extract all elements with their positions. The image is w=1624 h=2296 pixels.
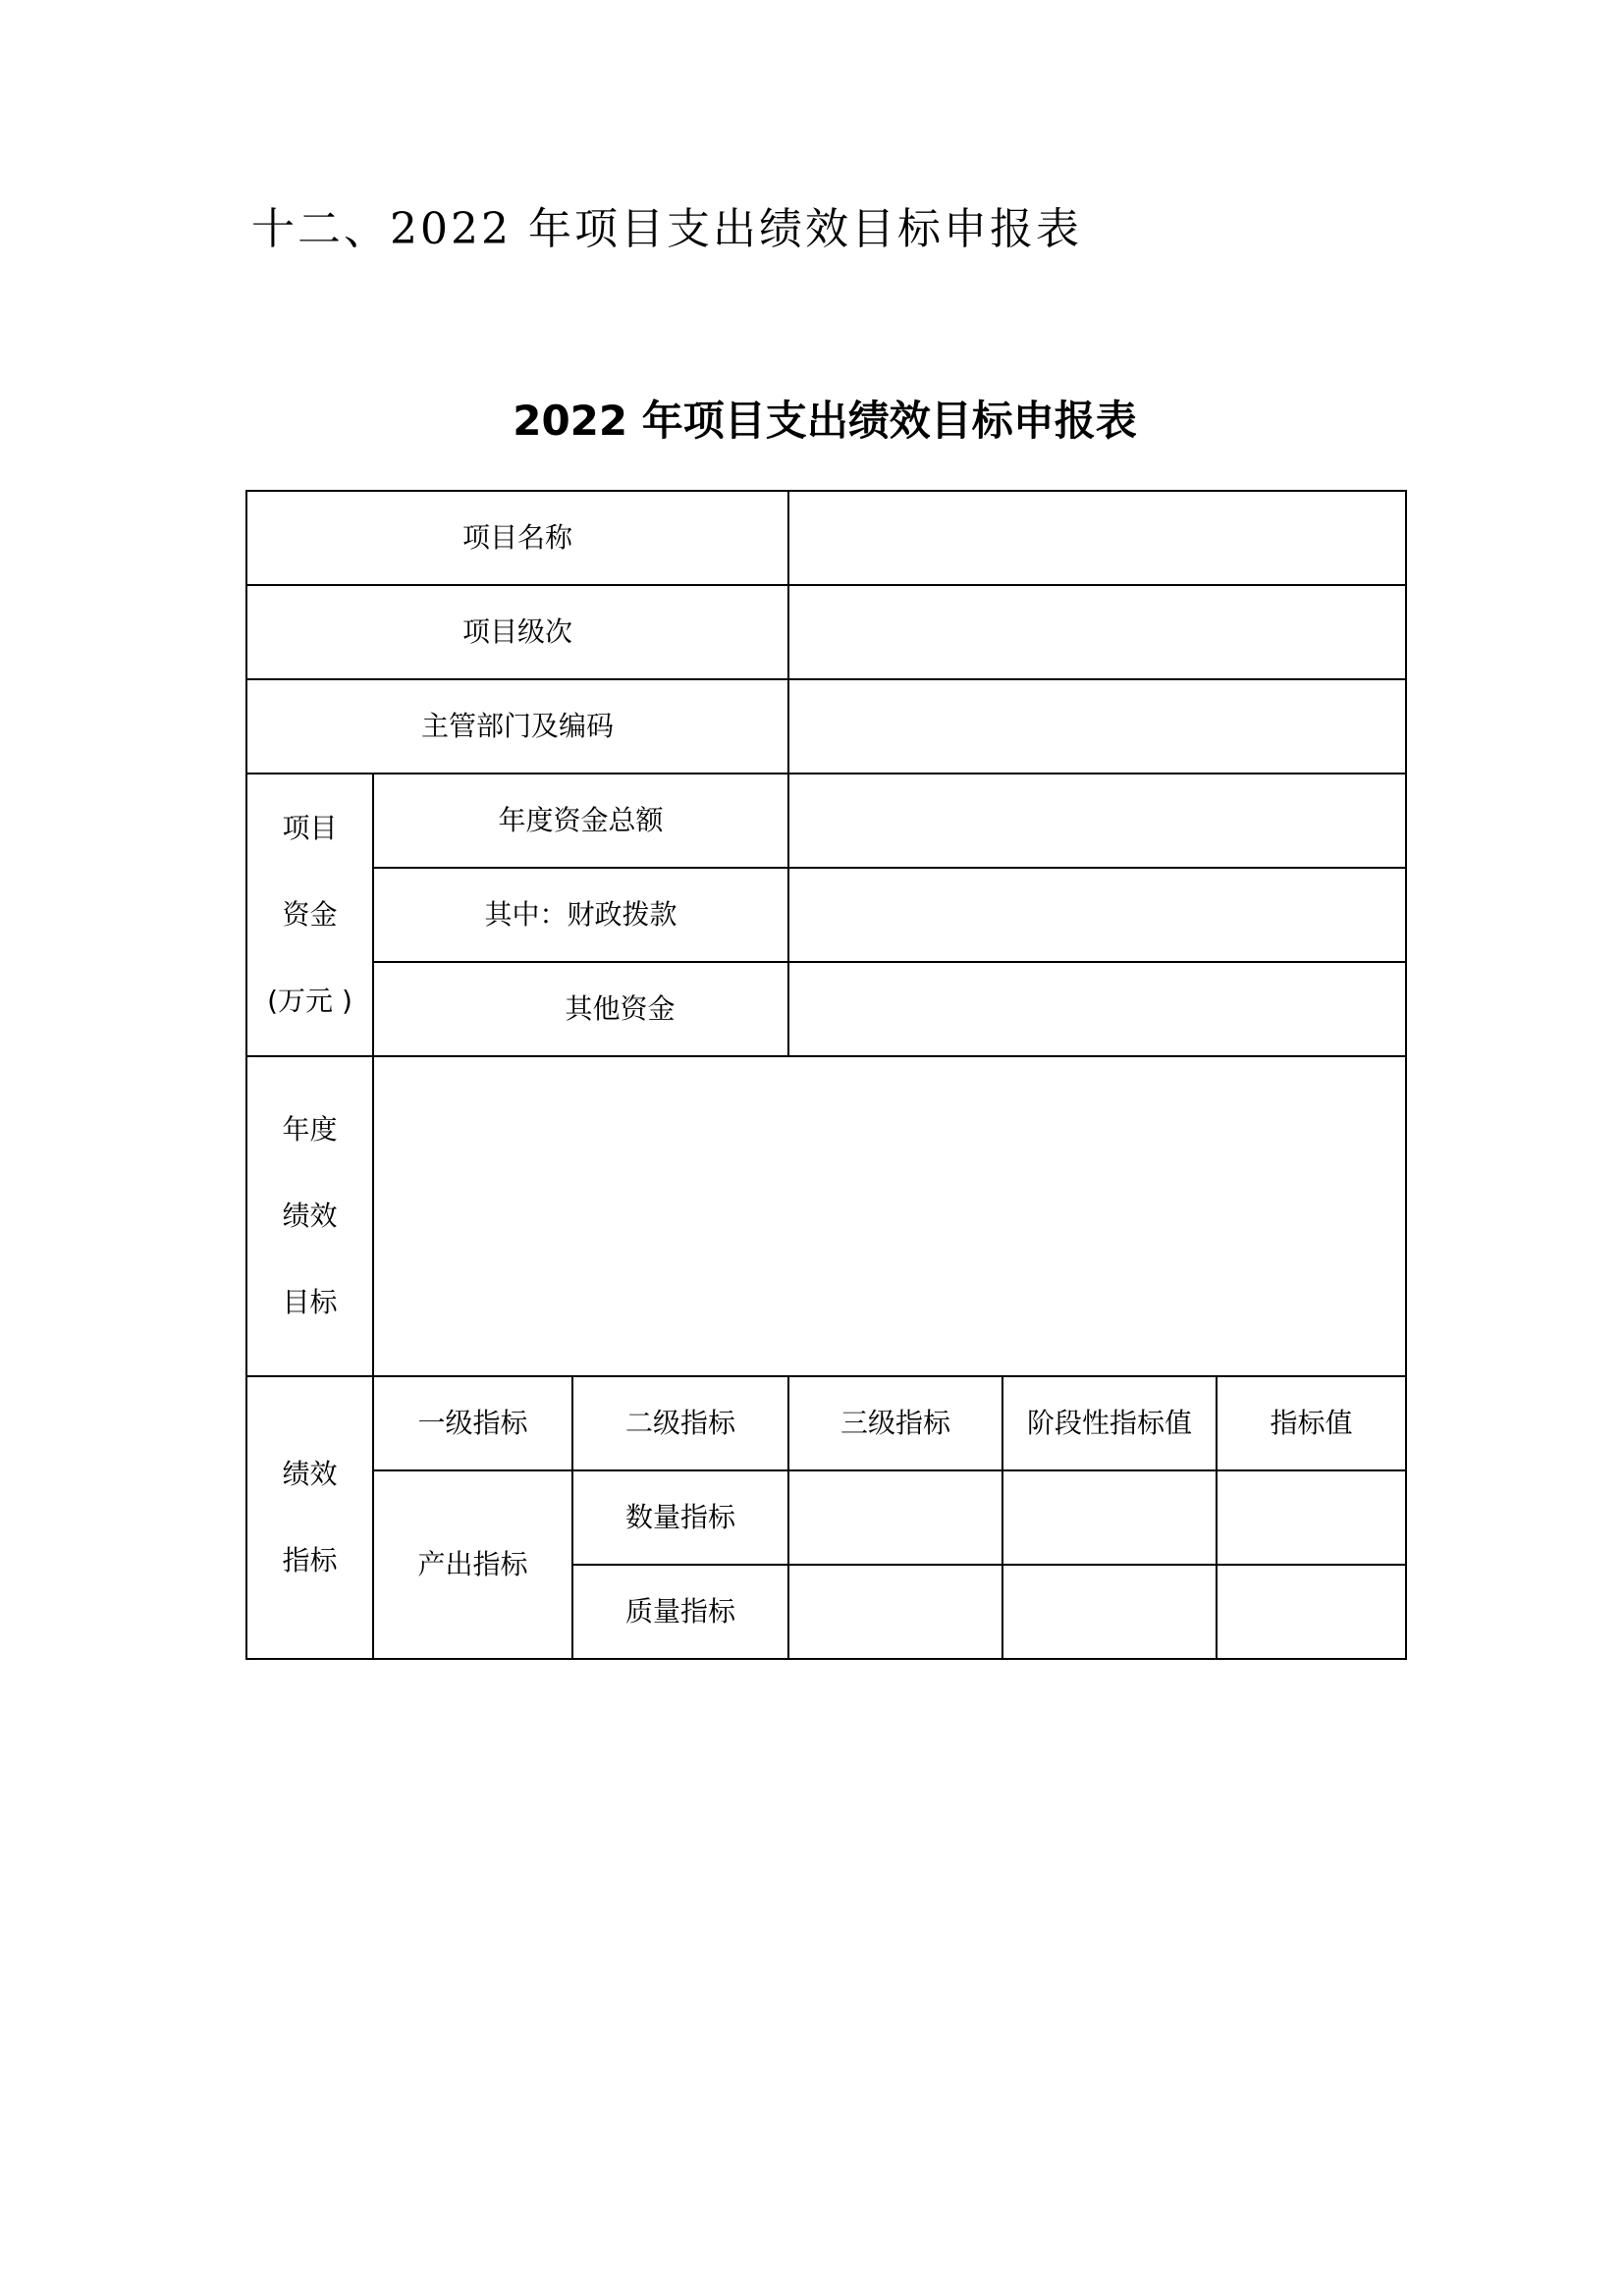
project-level-field[interactable] [788,585,1406,679]
funds-label-line: (万元 ) [267,985,352,1017]
department-code-field[interactable] [788,679,1406,774]
funds-label-line: 项目 [282,812,338,844]
quality-level3-field[interactable] [788,1565,1002,1659]
header-level3-indicator: 三级指标 [788,1376,1002,1470]
quantity-value-field[interactable] [1217,1470,1406,1565]
other-funds-field[interactable] [788,962,1406,1056]
performance-target-form [245,490,1407,1660]
project-name-field[interactable] [788,491,1406,585]
header-level2-indicator: 二级指标 [572,1376,788,1470]
table-row [246,491,1406,585]
other-funds-label: 其他资金 [373,962,788,1056]
project-funds-label [246,774,373,1056]
header-level1-indicator: 一级指标 [373,1376,572,1470]
annual-goal-label-line: 绩效 [282,1200,338,1232]
indicators-label-line: 指标 [282,1544,338,1576]
indicators-label [246,1376,373,1659]
fiscal-allocation-label: 其中：财政拨款 [373,868,788,962]
quality-stage-field[interactable] [1002,1565,1217,1659]
table-row [246,1470,1406,1565]
table-row [246,679,1406,774]
header-indicator-value: 指标值 [1217,1376,1406,1470]
table-row [246,962,1406,1056]
table-row [246,585,1406,679]
funds-label-line: 资金 [282,898,338,931]
quality-value-field[interactable] [1217,1565,1406,1659]
quantity-level3-field[interactable] [788,1470,1002,1565]
table-row [246,1376,1406,1470]
quality-indicator-label: 质量指标 [572,1565,788,1659]
output-indicator-label: 产出指标 [373,1470,572,1659]
annual-goal-field[interactable] [373,1056,1406,1376]
annual-goal-label-line: 目标 [282,1286,338,1318]
table-title: 2022 年项目支出绩效目标申报表 [513,397,1137,445]
project-level-label: 项目级次 [246,585,788,679]
header-stage-value: 阶段性指标值 [1002,1376,1217,1470]
quantity-stage-field[interactable] [1002,1470,1217,1565]
table-row [246,1056,1406,1376]
table-row [246,868,1406,962]
fiscal-allocation-field[interactable] [788,868,1406,962]
annual-goal-label [246,1056,373,1376]
department-code-label: 主管部门及编码 [246,679,788,774]
annual-total-label: 年度资金总额 [373,774,788,868]
indicators-label-line: 绩效 [282,1458,338,1490]
table-row [246,774,1406,868]
quantity-indicator-label: 数量指标 [572,1470,788,1565]
project-name-label: 项目名称 [246,491,788,585]
annual-goal-label-line: 年度 [282,1113,338,1146]
annual-total-field[interactable] [788,774,1406,868]
section-heading: 十二、2022 年项目支出绩效目标申报表 [251,204,1082,254]
